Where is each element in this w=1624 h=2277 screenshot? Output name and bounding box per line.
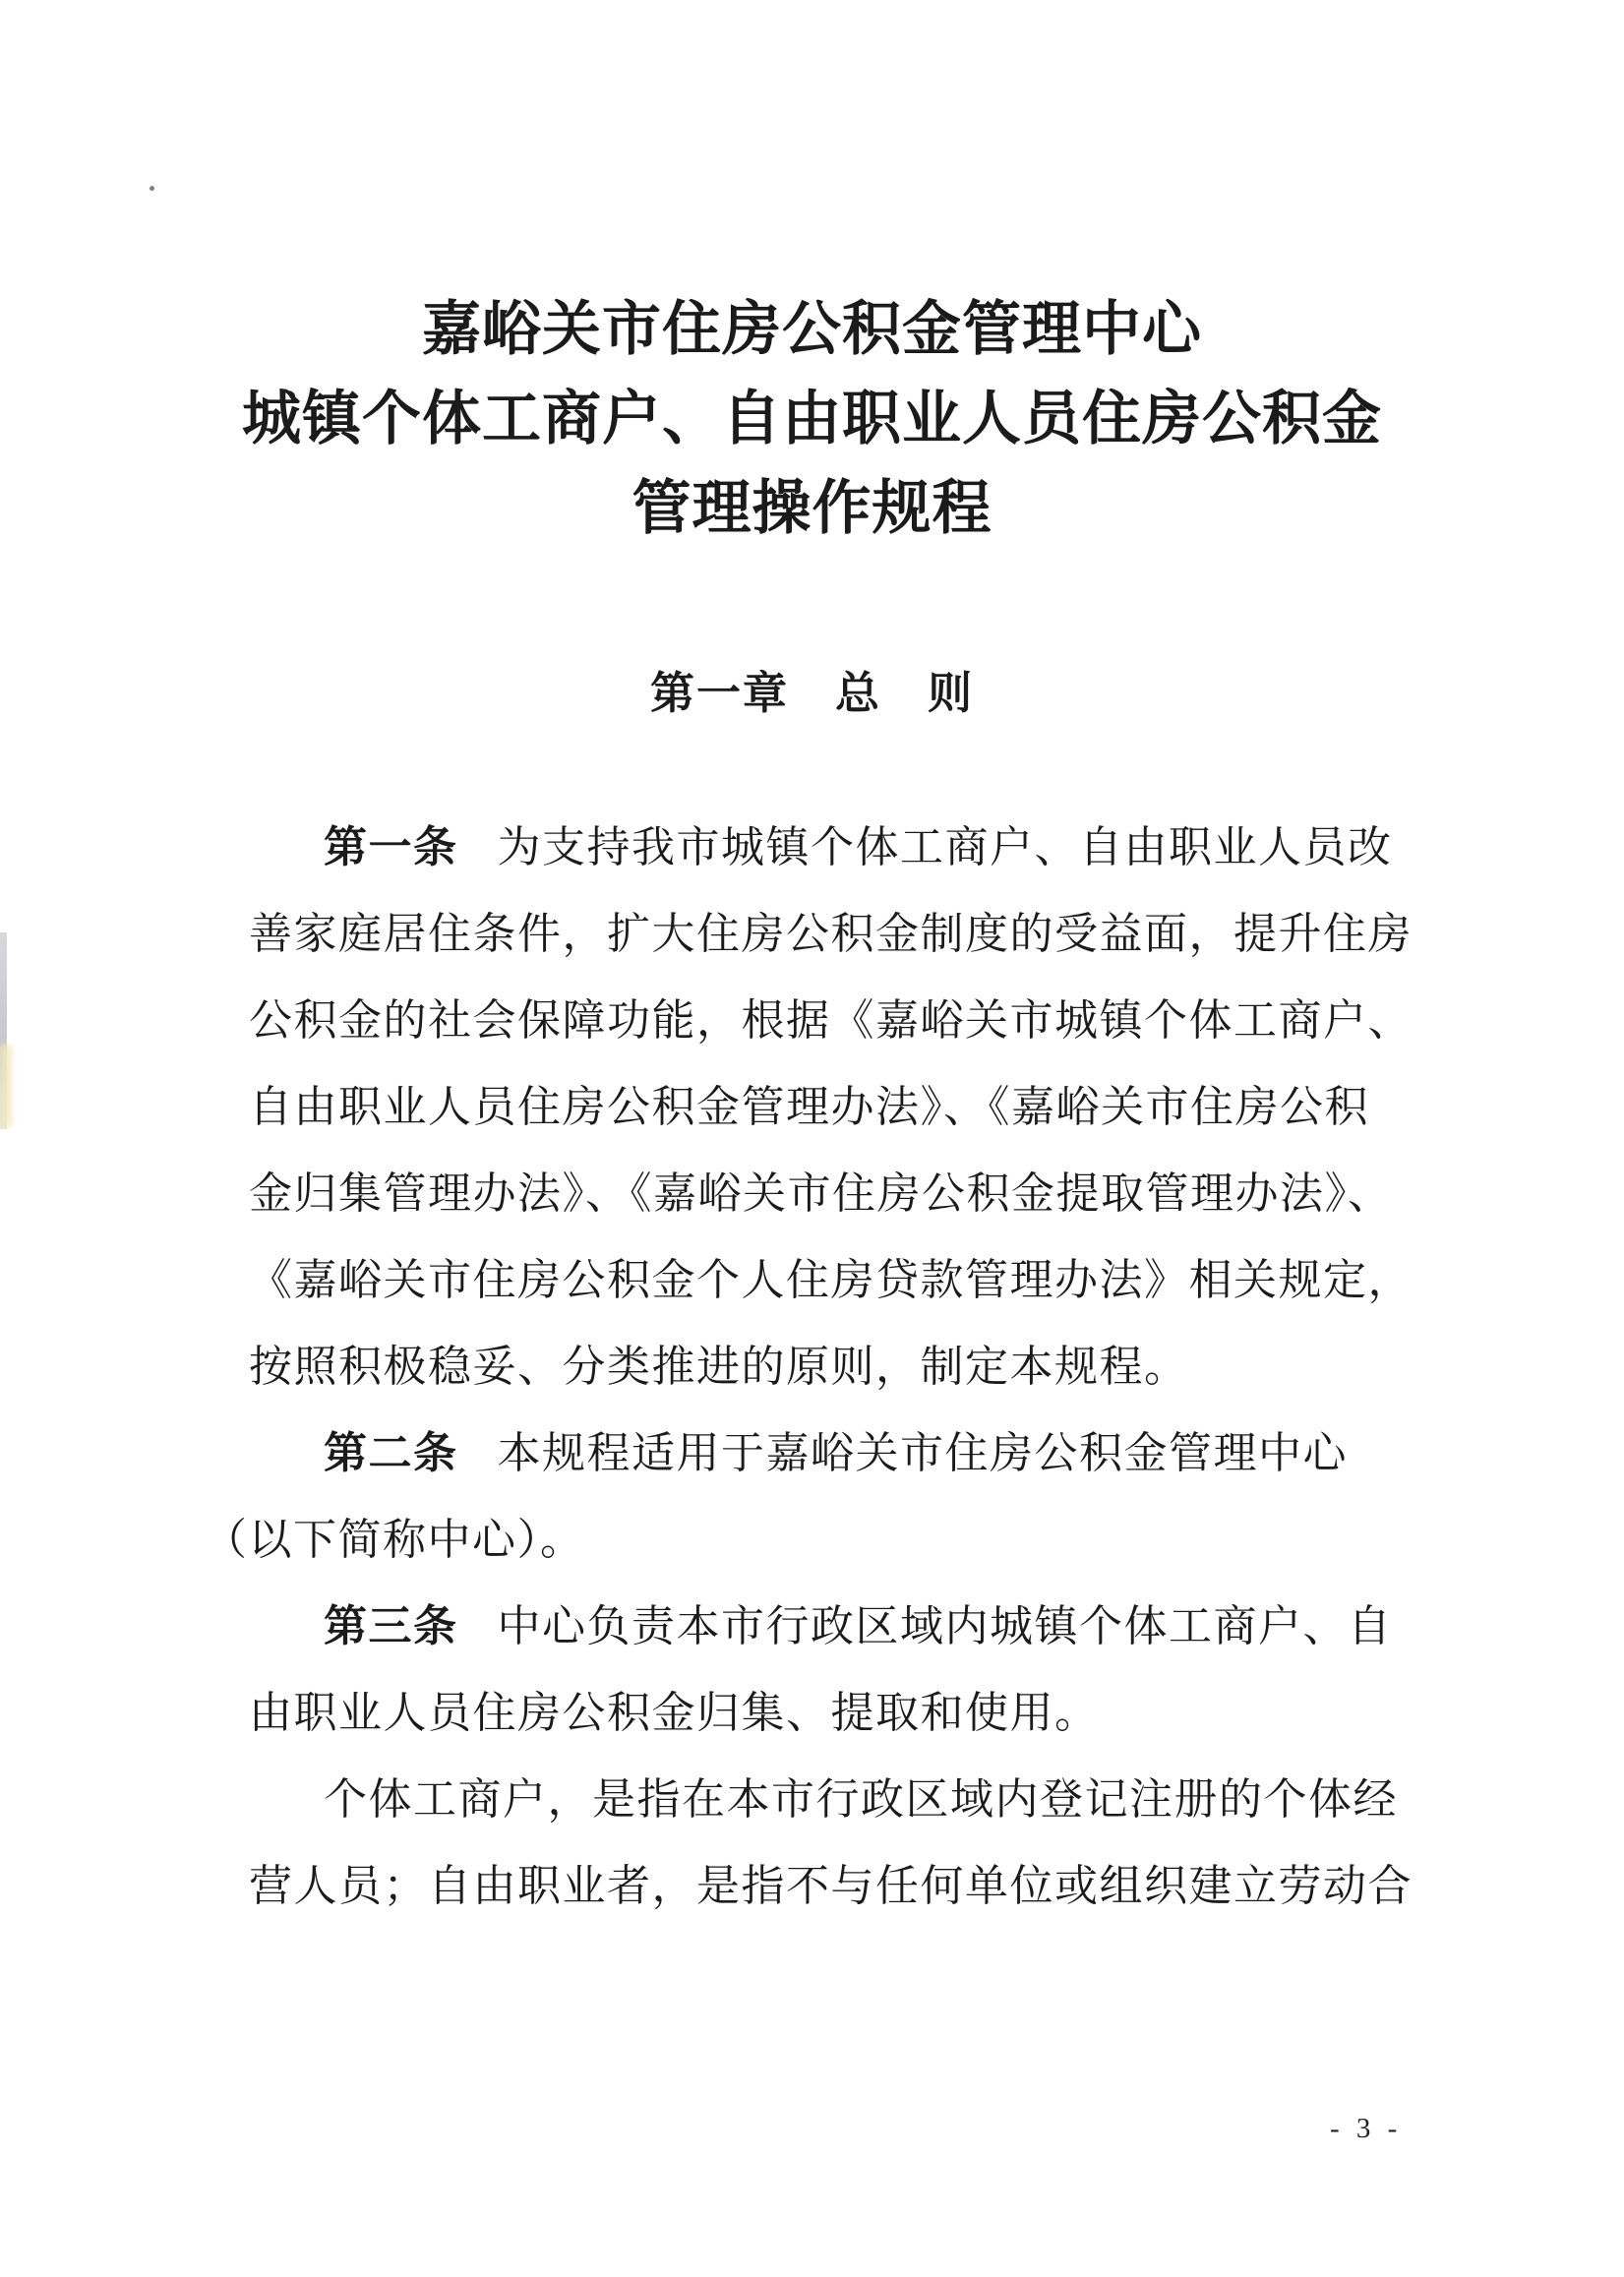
line-text: 按照积极稳妥、分类推进的原则，制定本规程。 xyxy=(249,1343,1189,1391)
body-line xyxy=(249,1410,1469,1497)
document-title-line-1: 嘉峪关市住房公积金管理中心 xyxy=(422,297,1202,362)
article-number: 第三条 xyxy=(324,1602,458,1650)
body-line xyxy=(204,1497,1469,1584)
line-text: 金归集管理办法》、《嘉峪关市住房公积金提取管理办法》、 xyxy=(249,1169,1393,1218)
body-line xyxy=(249,978,1469,1064)
line-text: 善家庭居住条件，扩大住房公积金制度的受益面，提升住房 xyxy=(249,910,1413,958)
body-line xyxy=(249,1757,1469,1843)
chapter-heading: 第一章 总 则 xyxy=(649,668,974,718)
article-number: 第二条 xyxy=(324,1429,458,1477)
line-text: 为支持我市城镇个体工商户、自由职业人员改 xyxy=(497,823,1393,871)
page-number: - 3 - xyxy=(1330,2113,1403,2144)
line-text: 公积金的社会保障功能，根据《嘉峪关市城镇个体工商户、 xyxy=(249,996,1413,1045)
body-line xyxy=(249,1151,1469,1237)
body-line xyxy=(249,1843,1469,1930)
line-text: 个体工商户，是指在本市行政区域内登记注册的个体经 xyxy=(324,1775,1398,1824)
article-number: 第一条 xyxy=(324,823,458,871)
document-title-line-2: 城镇个体工商户、自由职业人员住房公积金 xyxy=(242,387,1382,451)
scan-smudge-artifact xyxy=(0,1045,12,1127)
body-line xyxy=(249,1670,1469,1757)
body-line xyxy=(249,891,1469,978)
line-text: 中心负责本市行政区域内城镇个体工商户、自 xyxy=(497,1602,1393,1650)
scan-speck xyxy=(150,186,154,191)
body-line xyxy=(249,805,1469,891)
document-title xyxy=(0,285,1624,554)
body-line xyxy=(249,1064,1469,1151)
line-text: 本规程适用于嘉峪关市住房公积金管理中心 xyxy=(497,1429,1348,1477)
line-text: 由职业人员住房公积金归集、提取和使用。 xyxy=(249,1689,1100,1737)
line-text: （以下简称中心）。 xyxy=(204,1516,585,1564)
body-line xyxy=(249,1324,1469,1410)
body-line xyxy=(249,1584,1469,1670)
line-text: 《嘉峪关市住房公积金个人住房贷款管理办法》相关规定， xyxy=(249,1256,1413,1304)
body-line xyxy=(249,1237,1469,1324)
line-text: 自由职业人员住房公积金管理办法》、《嘉峪关市住房公积 xyxy=(249,1083,1369,1131)
document-title-line-3: 管理操作规程 xyxy=(632,476,992,541)
line-text: 营人员；自由职业者，是指不与任何单位或组织建立劳动合 xyxy=(249,1862,1413,1910)
document-body xyxy=(204,805,1469,1930)
